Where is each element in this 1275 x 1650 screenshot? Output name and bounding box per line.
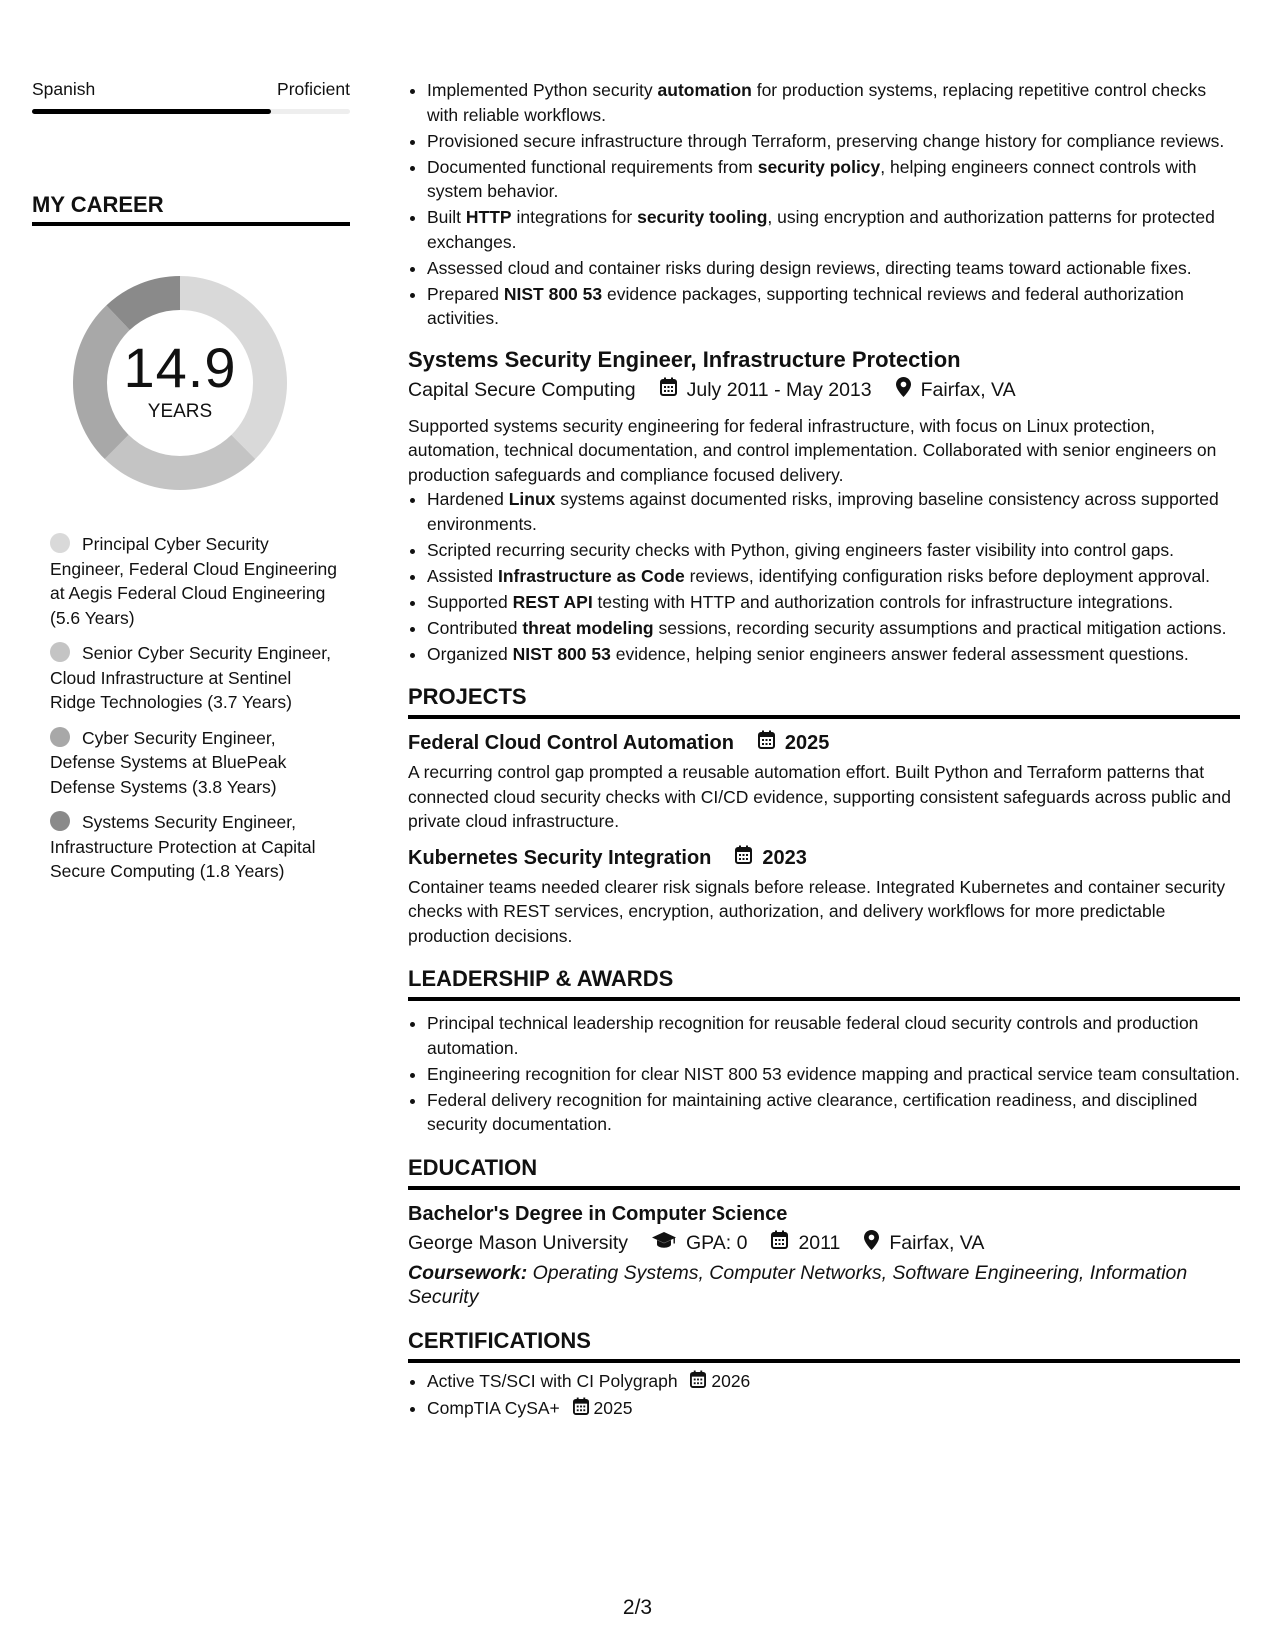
job-company: Capital Secure Computing: [408, 379, 636, 401]
certifications-heading: CERTIFICATIONS: [408, 1327, 1240, 1363]
graduation-cap-icon: [652, 1230, 676, 1256]
certification-year: 2025: [593, 1397, 633, 1418]
legend-dot-icon: [50, 727, 70, 747]
leadership-item: • Federal delivery recognition for maintaining active clearance, certification readiness, and disciplined security documentation.: [427, 1088, 1240, 1137]
career-legend-item: [50, 641, 340, 715]
legend-dot-icon: [50, 533, 70, 553]
calendar-icon: [758, 730, 775, 756]
bullet-item: • Scripted recurring security checks with Python, giving engineers faster visibility into control gaps.: [427, 538, 1240, 563]
career-heading: MY CAREER: [32, 192, 350, 226]
job-location: Fairfax, VA: [920, 379, 1016, 401]
job-title: Systems Security Engineer, Infrastructure Protection: [408, 346, 961, 372]
sidebar: [32, 78, 350, 895]
project-title: Kubernetes Security Integration: [408, 846, 712, 869]
career-legend-item: [50, 810, 340, 884]
projects-heading: PROJECTS: [408, 683, 1240, 719]
certification-item: [427, 1396, 1240, 1422]
certification-item: [427, 1369, 1240, 1395]
bullet-item: • Assessed cloud and container risks during design reviews, directing teams toward actionable fixes.: [427, 256, 1240, 281]
calendar-icon: [660, 377, 677, 403]
graduation-year: 2011: [798, 1232, 841, 1254]
coursework-label: Coursework:: [408, 1261, 528, 1284]
donut-center: [65, 336, 295, 423]
bullet-item: • Hardened Linux systems against documented risks, improving baseline consistency across supported environments.: [427, 487, 1240, 536]
coursework: [408, 1261, 1240, 1310]
career-legend-item: [50, 532, 340, 630]
language-name: Spanish: [32, 79, 96, 99]
donut-slice-2: [105, 435, 256, 490]
school-location: Fairfax, VA: [889, 1232, 985, 1254]
calendar-icon: [573, 1397, 589, 1422]
page-number: 2/3: [622, 1596, 653, 1619]
bullet-item: • Organized NIST 800 53 evidence, helping senior engineers answer federal assessment questions.: [427, 642, 1240, 667]
certification-name: Active TS/SCI with CI Polygraph: [427, 1370, 678, 1391]
language-row: [32, 78, 350, 100]
project-item: [408, 730, 1240, 834]
project-title-row: [408, 730, 1240, 756]
language-level-bar: [32, 109, 350, 114]
calendar-icon: [690, 1370, 706, 1395]
legend-label: Principal Cyber Security Engineer, Federal Cloud Engineering at Aegis Federal Cloud Engineering (5.6 Years): [50, 534, 337, 628]
project-year: 2023: [762, 846, 807, 869]
bullet-item: • Contributed threat modeling sessions, recording security assumptions and practical mitigation actions.: [427, 616, 1240, 641]
education-meta: [408, 1230, 1240, 1257]
location-pin-icon: [864, 1230, 879, 1257]
location-pin-icon: [896, 377, 911, 404]
coursework-list: Operating Systems, Computer Networks, Software Engineering, Information Security: [408, 1261, 1188, 1308]
career-donut-chart: [65, 268, 295, 498]
language-level-fill: [32, 109, 271, 114]
project-year: 2025: [784, 732, 830, 754]
job-dates: July 2011 - May 2013: [686, 379, 872, 401]
education-heading: EDUCATION: [408, 1154, 1240, 1190]
degree-title: Bachelor's Degree in Computer Science: [408, 1202, 788, 1225]
certifications-list: [408, 1369, 1240, 1422]
bullet-item: • Implemented Python security automation for production systems, replacing repetitive control checks with reliable workflows.: [427, 78, 1240, 127]
leadership-list: [408, 1011, 1240, 1137]
total-years-value: 14.9: [123, 336, 237, 399]
career-legend-item: [50, 726, 340, 800]
project-description: Container teams needed clearer risk signals before release. Integrated Kubernetes and container security checks with REST services, encryption, authorization, and delivery workflows for more predictable production decisions.: [408, 876, 1226, 946]
bullet-item: • Documented functional requirements from security policy, helping engineers connect controls with system behavior.: [427, 155, 1240, 204]
legend-label: Systems Security Engineer, Infrastructure Protection at Capital Secure Computing (1.8 Years): [50, 812, 316, 881]
leadership-item: • Principal technical leadership recognition for reusable federal cloud security controls and production automation.: [427, 1011, 1240, 1060]
leadership-item: • Engineering recognition for clear NIST 800 53 evidence mapping and practical service team consultation.: [427, 1062, 1240, 1087]
bullet-item: • Provisioned secure infrastructure through Terraform, preserving change history for compliance reviews.: [427, 129, 1240, 154]
certification-year: 2026: [711, 1370, 751, 1391]
job-bullets: [408, 487, 1240, 666]
job-description: Supported systems security engineering for federal infrastructure, with focus on Linux protection, automation, technical documentation, and control implementation. Collaborated with senior engineers on production safeguards and compliance focused delivery.: [408, 415, 1217, 485]
project-item: [408, 845, 1240, 949]
calendar-icon: [735, 845, 752, 871]
bullet-item: • Supported REST API testing with HTTP and authorization controls for infrastructure integrations.: [427, 590, 1240, 615]
main-content: [408, 78, 1240, 1423]
legend-label: Senior Cyber Security Engineer, Cloud Infrastructure at Sentinel Ridge Technologies (3.7 Years): [50, 643, 332, 712]
legend-label: Cyber Security Engineer, Defense Systems at BluePeak Defense Systems (3.8 Years): [50, 727, 287, 797]
certification-name: CompTIA CySA+: [427, 1397, 560, 1418]
leadership-heading: LEADERSHIP & AWARDS: [408, 965, 1240, 1001]
language-level: Proficient: [277, 79, 350, 99]
project-title-row: [408, 845, 1240, 871]
school-name: George Mason University: [408, 1232, 629, 1254]
job-meta: [408, 377, 1240, 404]
legend-dot-icon: [50, 642, 70, 662]
bullet-item: • Prepared NIST 800 53 evidence packages, supporting technical reviews and federal authorization activities.: [427, 282, 1240, 331]
project-description: A recurring control gap prompted a reusable automation effort. Built Python and Terraform patterns that connected cloud security checks with CI/CD evidence, supporting consistent safeguards across public and private cloud infrastructure.: [408, 762, 1231, 831]
project-title: Federal Cloud Control Automation: [408, 732, 734, 754]
gpa: GPA: 0: [686, 1232, 748, 1254]
calendar-icon: [771, 1230, 788, 1256]
bullet-item: • Built HTTP integrations for security tooling, using encryption and authorization patterns for protected exchanges.: [427, 205, 1240, 254]
total-years-unit: YEARS: [147, 401, 213, 422]
career-legend: [50, 532, 340, 884]
legend-dot-icon: [50, 811, 70, 831]
bullet-item: • Assisted Infrastructure as Code reviews, identifying configuration risks before deployment approval.: [427, 564, 1240, 589]
previous-job-bullets: [408, 78, 1240, 331]
